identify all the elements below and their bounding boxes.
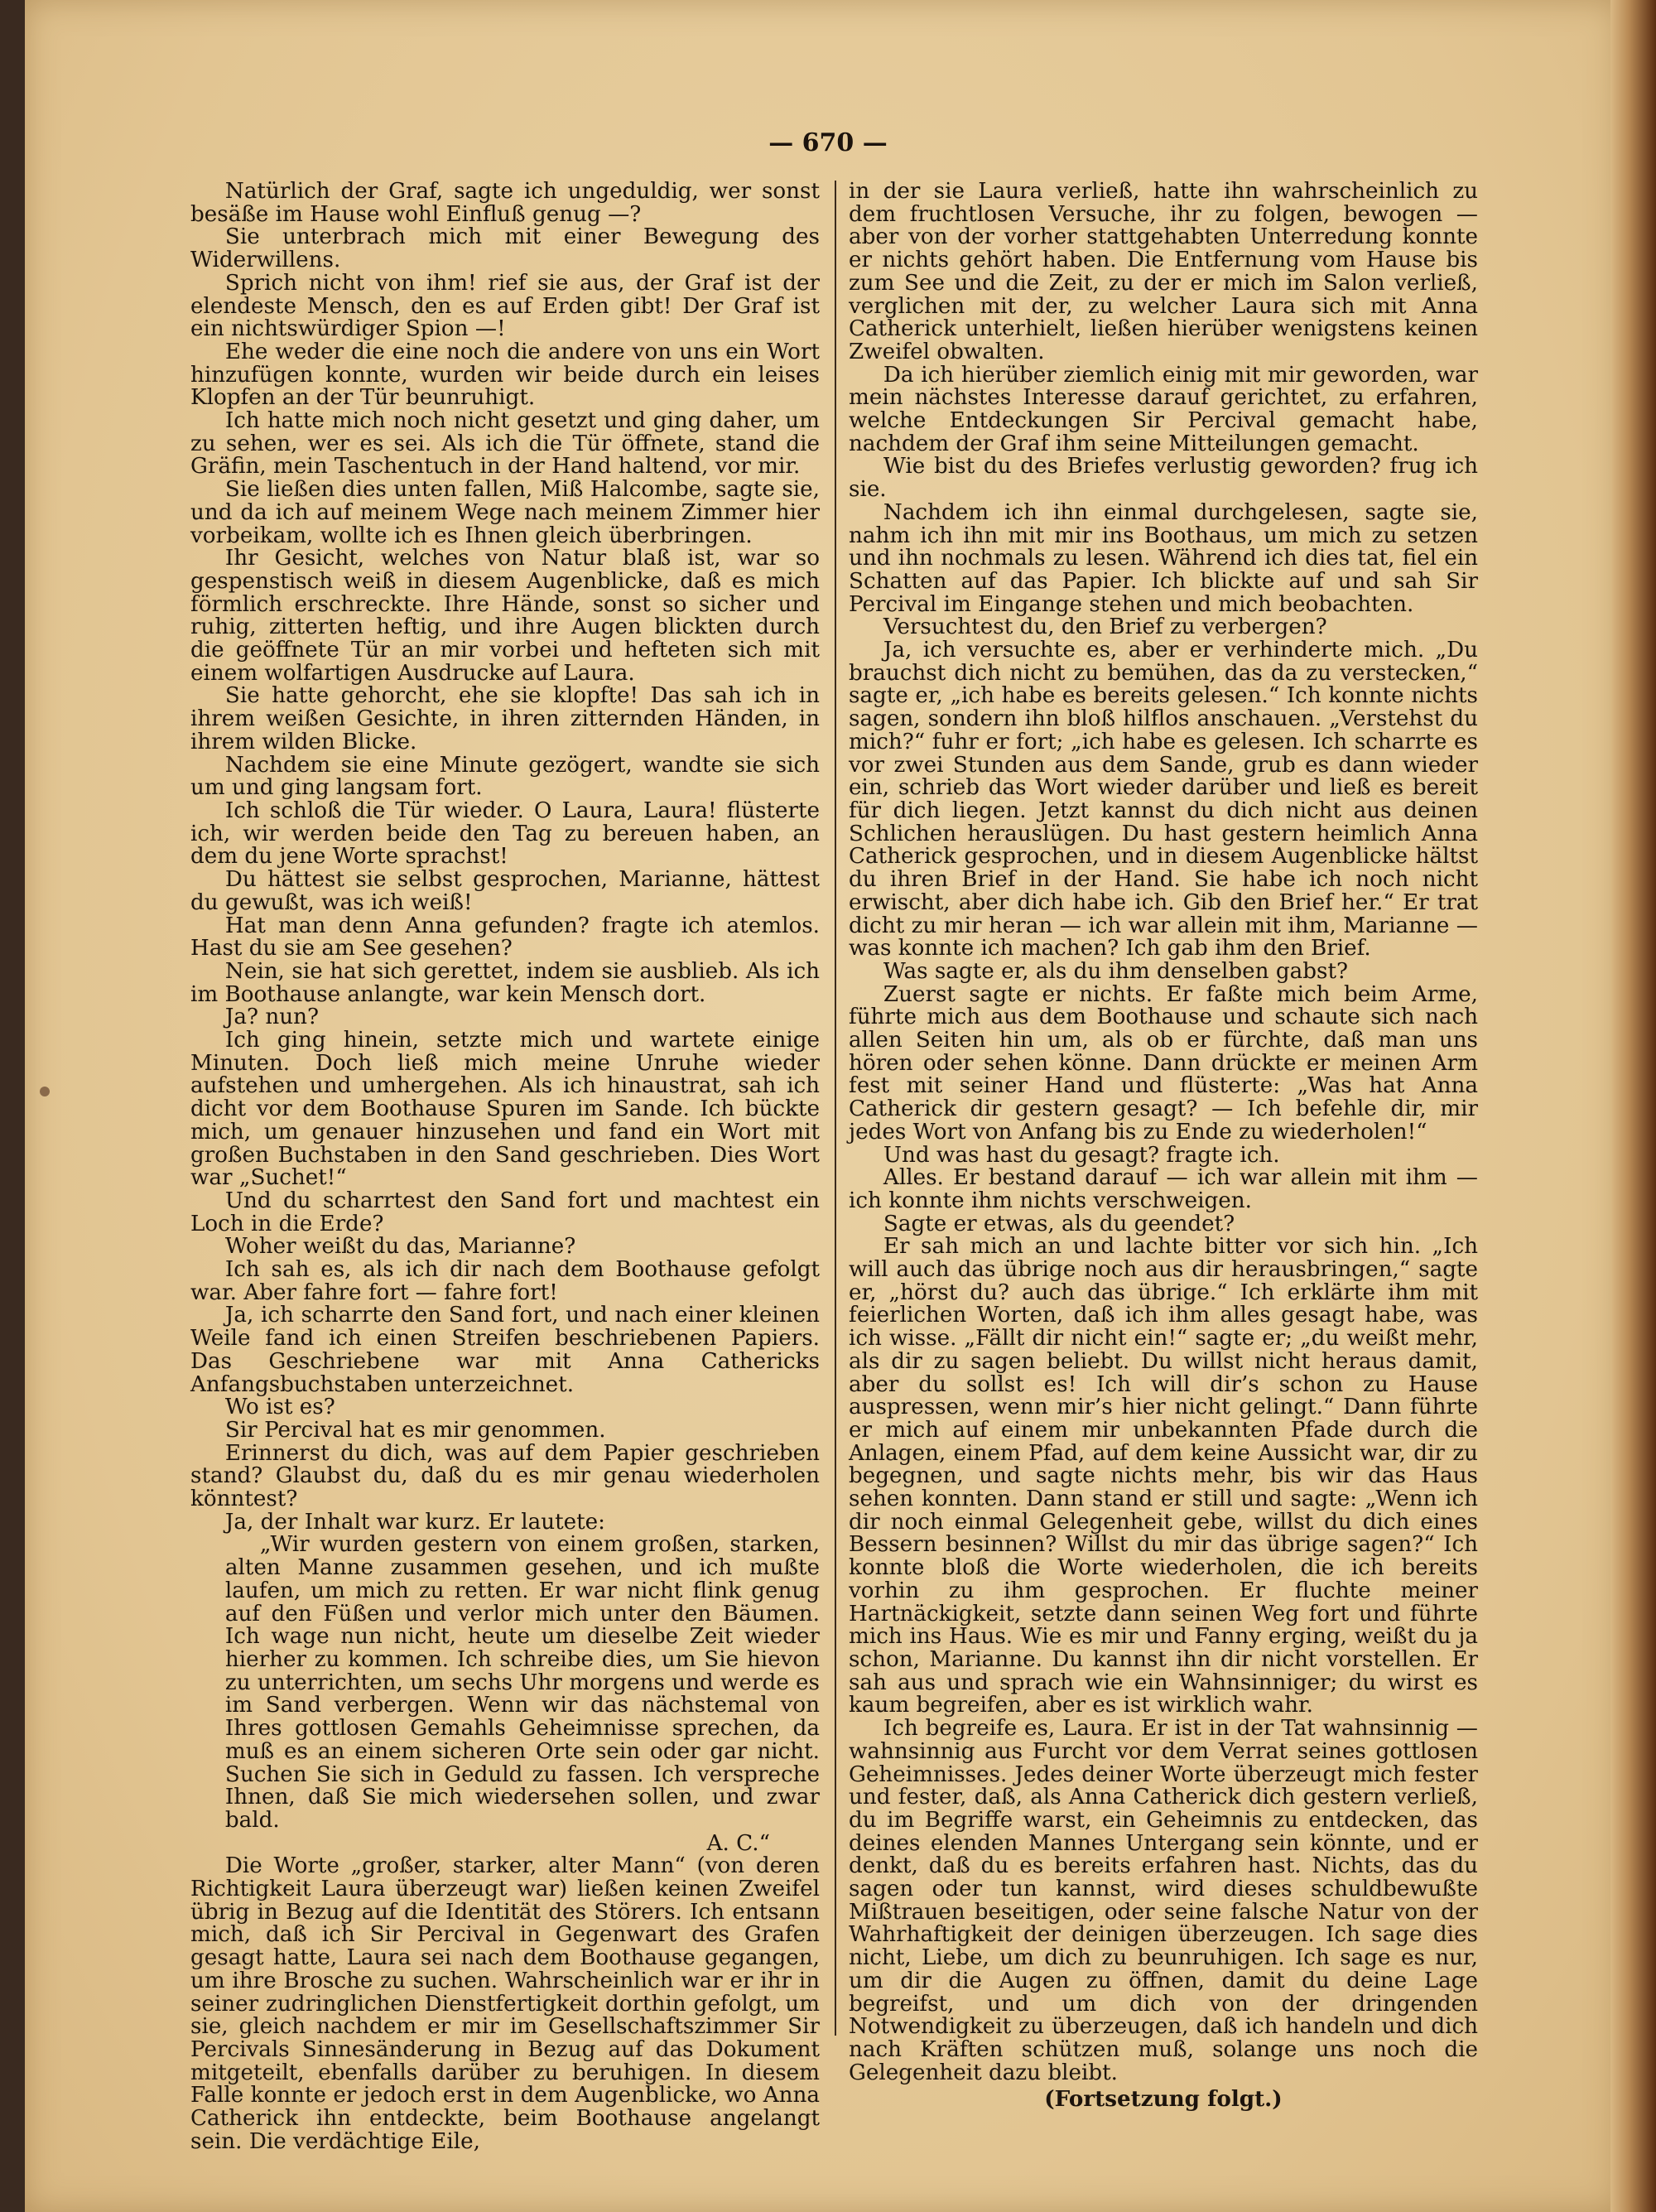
- paragraph: Ihr Gesicht, welches von Natur blaß ist, war so gespenstisch weiß in diesem Augenblicke, daß es mich förmlich erschreckte. Ihre Hände, sonst so sicher und ruhig, zitterten heftig, und ihre Augen blickten durch die geöffnete Tür an mir vorbei und hefteten sich mit einem wolfartigen Ausdrucke auf Laura.: [190, 546, 820, 686]
- paragraph: Ja, der Inhalt war kurz. Er lautete:: [224, 1509, 605, 1535]
- paragraph: Wo ist es?: [224, 1395, 335, 1420]
- paragraph: Ja, ich scharrte den Sand fort, und nach einer kleinen Weile fand ich einen Streifen beschriebenen Papiers. Das Geschriebene war mit Anna Cathericks Anfangsbuchstaben unterzeichnet.: [190, 1303, 820, 1397]
- paragraph: Ich begreife es, Laura. Er ist in der Tat wahnsinnig — wahnsinnig aus Furcht vor dem Verrat seines gottlosen Geheimnisses. Jedes deiner Worte überzeugt mich fester und fester, daß, als Anna Catherick dich gestern verließ, du im Begriffe warst, ein Geheimnis zu entdecken, das deines elenden Mannes Untergang sein könnte, und er denkt, daß du es bereits erfahren hast. Nichts, das du sagen oder tun kannst, wird dieses schuldbewußte Mißtrauen beseitigen, oder seine falsche Natur von der Wahrhaftigkeit der deinigen überzeugen. Ich sage dies nicht, Liebe, um dich zu beunruhigen. Ich sage es nur, um dir die Augen zu öffnen, damit du deine Lage begreifst, und um dich von der dringenden Notwendigkeit zu überzeugen, daß ich handeln und dich nach Kräften schützen muß, solange uns noch die Gelegenheit dazu bleibt.: [849, 1716, 1478, 2085]
- paragraph: Versuchtest du, den Brief zu verbergen?: [883, 614, 1327, 640]
- paragraph: Ich schloß die Tür wieder. O Laura, Laura! flüsterte ich, wir werden beide den Tag zu bereuen haben, an dem du jene Worte sprachst!: [190, 798, 820, 870]
- paragraph: Natürlich der Graf, sagte ich ungeduldig, wer sonst besäße im Hause wohl Einfluß genug —?: [190, 179, 820, 227]
- paragraph: Du hättest sie selbst gesprochen, Marianne, hättest du gewußt, was ich weiß!: [190, 867, 820, 915]
- paragraph: Woher weißt du das, Marianne?: [224, 1234, 576, 1260]
- paragraph: Sprich nicht von ihm! rief sie aus, der Graf ist der elendeste Mensch, den es auf Erden gibt! Der Graf ist ein nichtswürdiger Spion —!: [190, 270, 820, 342]
- paragraph: Ehe weder die eine noch die andere von uns ein Wort hinzufügen konnte, wurden wir beide durch ein leises Klopfen an der Tür beunruhigt.: [190, 339, 820, 411]
- paragraph: Nachdem ich ihn einmal durchgelesen, sagte sie, nahm ich ihn mit mir ins Boothaus, um mich zu setzen und ihn nochmals zu lesen. Während ich dies tat, fiel ein Schatten auf das Papier. Ich blickte auf und sah Sir Percival im Eingange stehen und mich beobachten.: [849, 499, 1478, 617]
- paragraph: in der sie Laura verließ, hatte ihn wahrscheinlich zu dem fruchtlosen Versuche, ihr zu folgen, bewogen — aber von der vorher stattgehabten Unterredung konnte er nichts gehört haben. Die Entfernung vom Hause bis zum See und die Zeit, zu der er mich im Salon verließ, verglichen mit der, zu welcher Laura sich mit Anna Catherick unterhielt, ließen hierüber wenigstens keinen Zweifel obwalten.: [849, 179, 1478, 364]
- left-column: [190, 181, 820, 2153]
- column-divider: [835, 181, 836, 2036]
- paragraph: Was sagte er, als du ihm denselben gabst?: [883, 958, 1349, 984]
- paragraph: Nachdem sie eine Minute gezögert, wandte sie sich um und ging langsam fort.: [190, 752, 820, 801]
- paragraph: Ich sah es, als ich dir nach dem Boothause gefolgt war. Aber fahre fort — fahre fort!: [190, 1257, 820, 1305]
- paragraph: Ich ging hinein, setzte mich und wartete einige Minuten. Doch ließ mich meine Unruhe wieder aufstehen und umhergehen. Als ich hinaustrat, sah ich dicht vor dem Boothause Spuren im Sande. Ich bückte mich, um genauer hinzusehen und fand ein Wort mit großen Buchstaben in den Sand geschrieben. Dies Wort war „Suchet!“: [190, 1028, 820, 1191]
- paragraph: Sie unterbrach mich mit einer Bewegung des Widerwillens.: [190, 224, 820, 273]
- paragraph: Nein, sie hat sich gerettet, indem sie ausblieb. Als ich im Boothause anlangte, war kein Mensch dort.: [190, 958, 820, 1007]
- paragraph: Ich hatte mich noch nicht gesetzt und ging daher, um zu sehen, wer es sei. Als ich die Tür öffnete, stand die Gräfin, mein Taschentuch in der Hand haltend, vor mir.: [190, 408, 820, 480]
- paragraph: Alles. Er bestand darauf — ich war allein mit ihm — ich konnte ihm nichts verschweigen.: [849, 1165, 1478, 1213]
- paper-stain: [40, 1087, 50, 1096]
- background-right-edge: [1610, 0, 1656, 2212]
- paragraph: Und du scharrtest den Sand fort und machtest ein Loch in die Erde?: [190, 1188, 820, 1236]
- right-column: [849, 181, 1478, 2111]
- paragraph: Sie hatte gehorcht, ehe sie klopfte! Das sah ich in ihrem weißen Gesichte, in ihren zitternden Händen, in ihrem wilden Blicke.: [190, 683, 820, 754]
- paragraph: Da ich hierüber ziemlich einig mit mir geworden, war mein nächstes Interesse darauf gerichtet, zu erfahren, welche Entdeckungen Sir Percival gemacht habe, nachdem der Graf ihm seine Mitteilungen gemacht.: [849, 362, 1478, 456]
- page-number: — 670 —: [768, 128, 888, 157]
- paragraph: Und was hast du gesagt? fragte ich.: [883, 1142, 1280, 1168]
- quoted-letter: [225, 1534, 820, 1855]
- paragraph: Hat man denn Anna gefunden? fragte ich atemlos. Hast du sie am See gesehen?: [190, 913, 820, 961]
- paragraph: Er sah mich an und lachte bitter vor sich hin. „Ich will auch das übrige noch aus dir herausbringen,“ sagte er, „hörst du? auch das übrige.“ Ich erklärte ihm mit feierlichen Worten, daß ich ihm alles gesagt habe, was ich wisse. „Fällt dir nicht ein!“ sagte er; „du weißt mehr, als dir zu sagen beliebt. Du willst nicht heraus damit, aber du sollst es! Ich will dir’s schon zu Hause auspressen, wenn mir’s hier nicht gelingt.“ Dann führte er mich auf einem mir unbekannten Pfade durch die Anlagen, einem Pfad, auf dem keine Aussicht war, dir zu begegnen, und sagte nichts mehr, bis wir das Haus sehen konnten. Dann stand er still und sagte: „Wenn ich dir noch einmal Gelegenheit gebe, willst du dich eines Bessern besinnen? Willst du mir das übrige sagen?“ Ich konnte bloß die Worte wiederholen, die ich bereits vorhin zu ihm gesprochen. Er fluchte meiner Hartnäckigkeit, setzte dann seinen Weg fort und führte mich ins Haus. Wie es mir und Fanny erging, weißt du ja schon, Marianne. Du kannst ihn dir nicht vorstellen. Er sah aus und sprach wie ein Wahnsinniger; du wirst es kaum begreifen, aber es ist wirklich wahr.: [849, 1234, 1478, 1718]
- paragraph: Sie ließen dies unten fallen, Miß Halcombe, sagte sie, und da ich auf meinem Wege nach meinem Zimmer hier vorbeikam, wollte ich es Ihnen gleich überbringen.: [190, 477, 820, 548]
- paragraph: Sir Percival hat es mir genommen.: [224, 1417, 606, 1443]
- paragraph: Zuerst sagte er nichts. Er faßte mich beim Arme, führte mich aus dem Boothause und schaute sich nach allen Seiten hin um, als ob er fürchte, daß man uns hören oder sehen könne. Dann drückte er meinen Arm fest mit seiner Hand und flüsterte: „Was hat Anna Catherick dir gestern gesagt? — Ich befehle dir, mir jedes Wort von Anfang bis zu Ende zu wiederholen!“: [849, 981, 1478, 1145]
- paragraph: Wie bist du des Briefes verlustig geworden? frug ich sie.: [849, 454, 1478, 503]
- paragraph: Die Worte „großer, starker, alter Mann“ (von deren Richtigkeit Laura überzeugt war) ließen keinen Zweifel übrig in Bezug auf die Identität des Störers. Ich entsann mich, daß ich Sir Percival in Gegenwart des Grafen gesagt hatte, Laura sei nach dem Boothause gegangen, um ihre Brosche zu suchen. Wahrscheinlich war er ihr in seiner zudringlichen Dienstfertigkeit dorthin gefolgt, um sie, gleich nachdem er mir im Gesellschaftszimmer Sir Percivals Sinnesänderung in Bezug auf das Dokument mitgeteilt, ebenfalls darüber zu beruhigen. In diesem Falle konnte er jedoch erst in dem Augenblicke, wo Anna Catherick ihn entdeckte, beim Boothause angelangt sein. Die verdächtige Eile,: [190, 1853, 820, 2154]
- letter-signature: A. C.“: [706, 1830, 770, 1856]
- paragraph: Erinnerst du dich, was auf dem Papier geschrieben stand? Glaubst du, daß du es mir genau wiederholen könntest?: [190, 1440, 820, 1512]
- paragraph: Sagte er etwas, als du geendet?: [883, 1211, 1235, 1236]
- letter-text: „Wir wurden gestern von einem großen, starken, alten Manne zusammen gesehen, und ich mußte laufen, um mich zu retten. Er war nicht flink genug auf den Füßen und verlor mich unter den Bäumen. Ich wage nun nicht, heute um dieselbe Zeit wieder hierher zu kommen. Ich schreibe dies, um Sie hievon zu unterrichten, um sechs Uhr morgens und werde es im Sand verbergen. Wenn wir das nächstemal von Ihres gottlosen Gemahls Geheimnisse sprechen, da muß es an einem sicheren Orte sein oder gar nicht. Suchen Sie sich in Geduld zu fassen. Ich verspreche Ihnen, daß Sie mich wiedersehen sollen, und zwar bald.: [224, 1532, 820, 1833]
- continuation-note: (Fortsetzung folgt.): [1044, 2086, 1283, 2113]
- paragraph: Ja? nun?: [224, 1005, 320, 1030]
- paragraph: Ja, ich versuchte es, aber er verhinderte mich. „Du brauchst dich nicht zu bemühen, das da zu verstecken,“ sagte er, „ich habe es bereits gelesen.“ Ich konnte nichts sagen, sondern ihn bloß hilflos anschauen. „Verstehst du mich?“ fuhr er fort; „ich habe es gelesen. Ich scharrte es vor zwei Stunden aus dem Sande, grub es dann wieder ein, schrieb das Wort wieder darüber und ließ es bereit für dich liegen. Jetzt kannst du dich nicht aus deinen Schlichen herauslügen. Du hast gestern heimlich Anna Catherick gesprochen, und in diesem Augenblicke hältst du ihren Brief in der Hand. Sie habe ich noch nicht erwischt, aber dich habe ich. Gib den Brief her.“ Er trat dicht zu mir heran — ich war allein mit ihm, Marianne — was konnte ich machen? Ich gab ihm den Brief.: [849, 638, 1478, 961]
